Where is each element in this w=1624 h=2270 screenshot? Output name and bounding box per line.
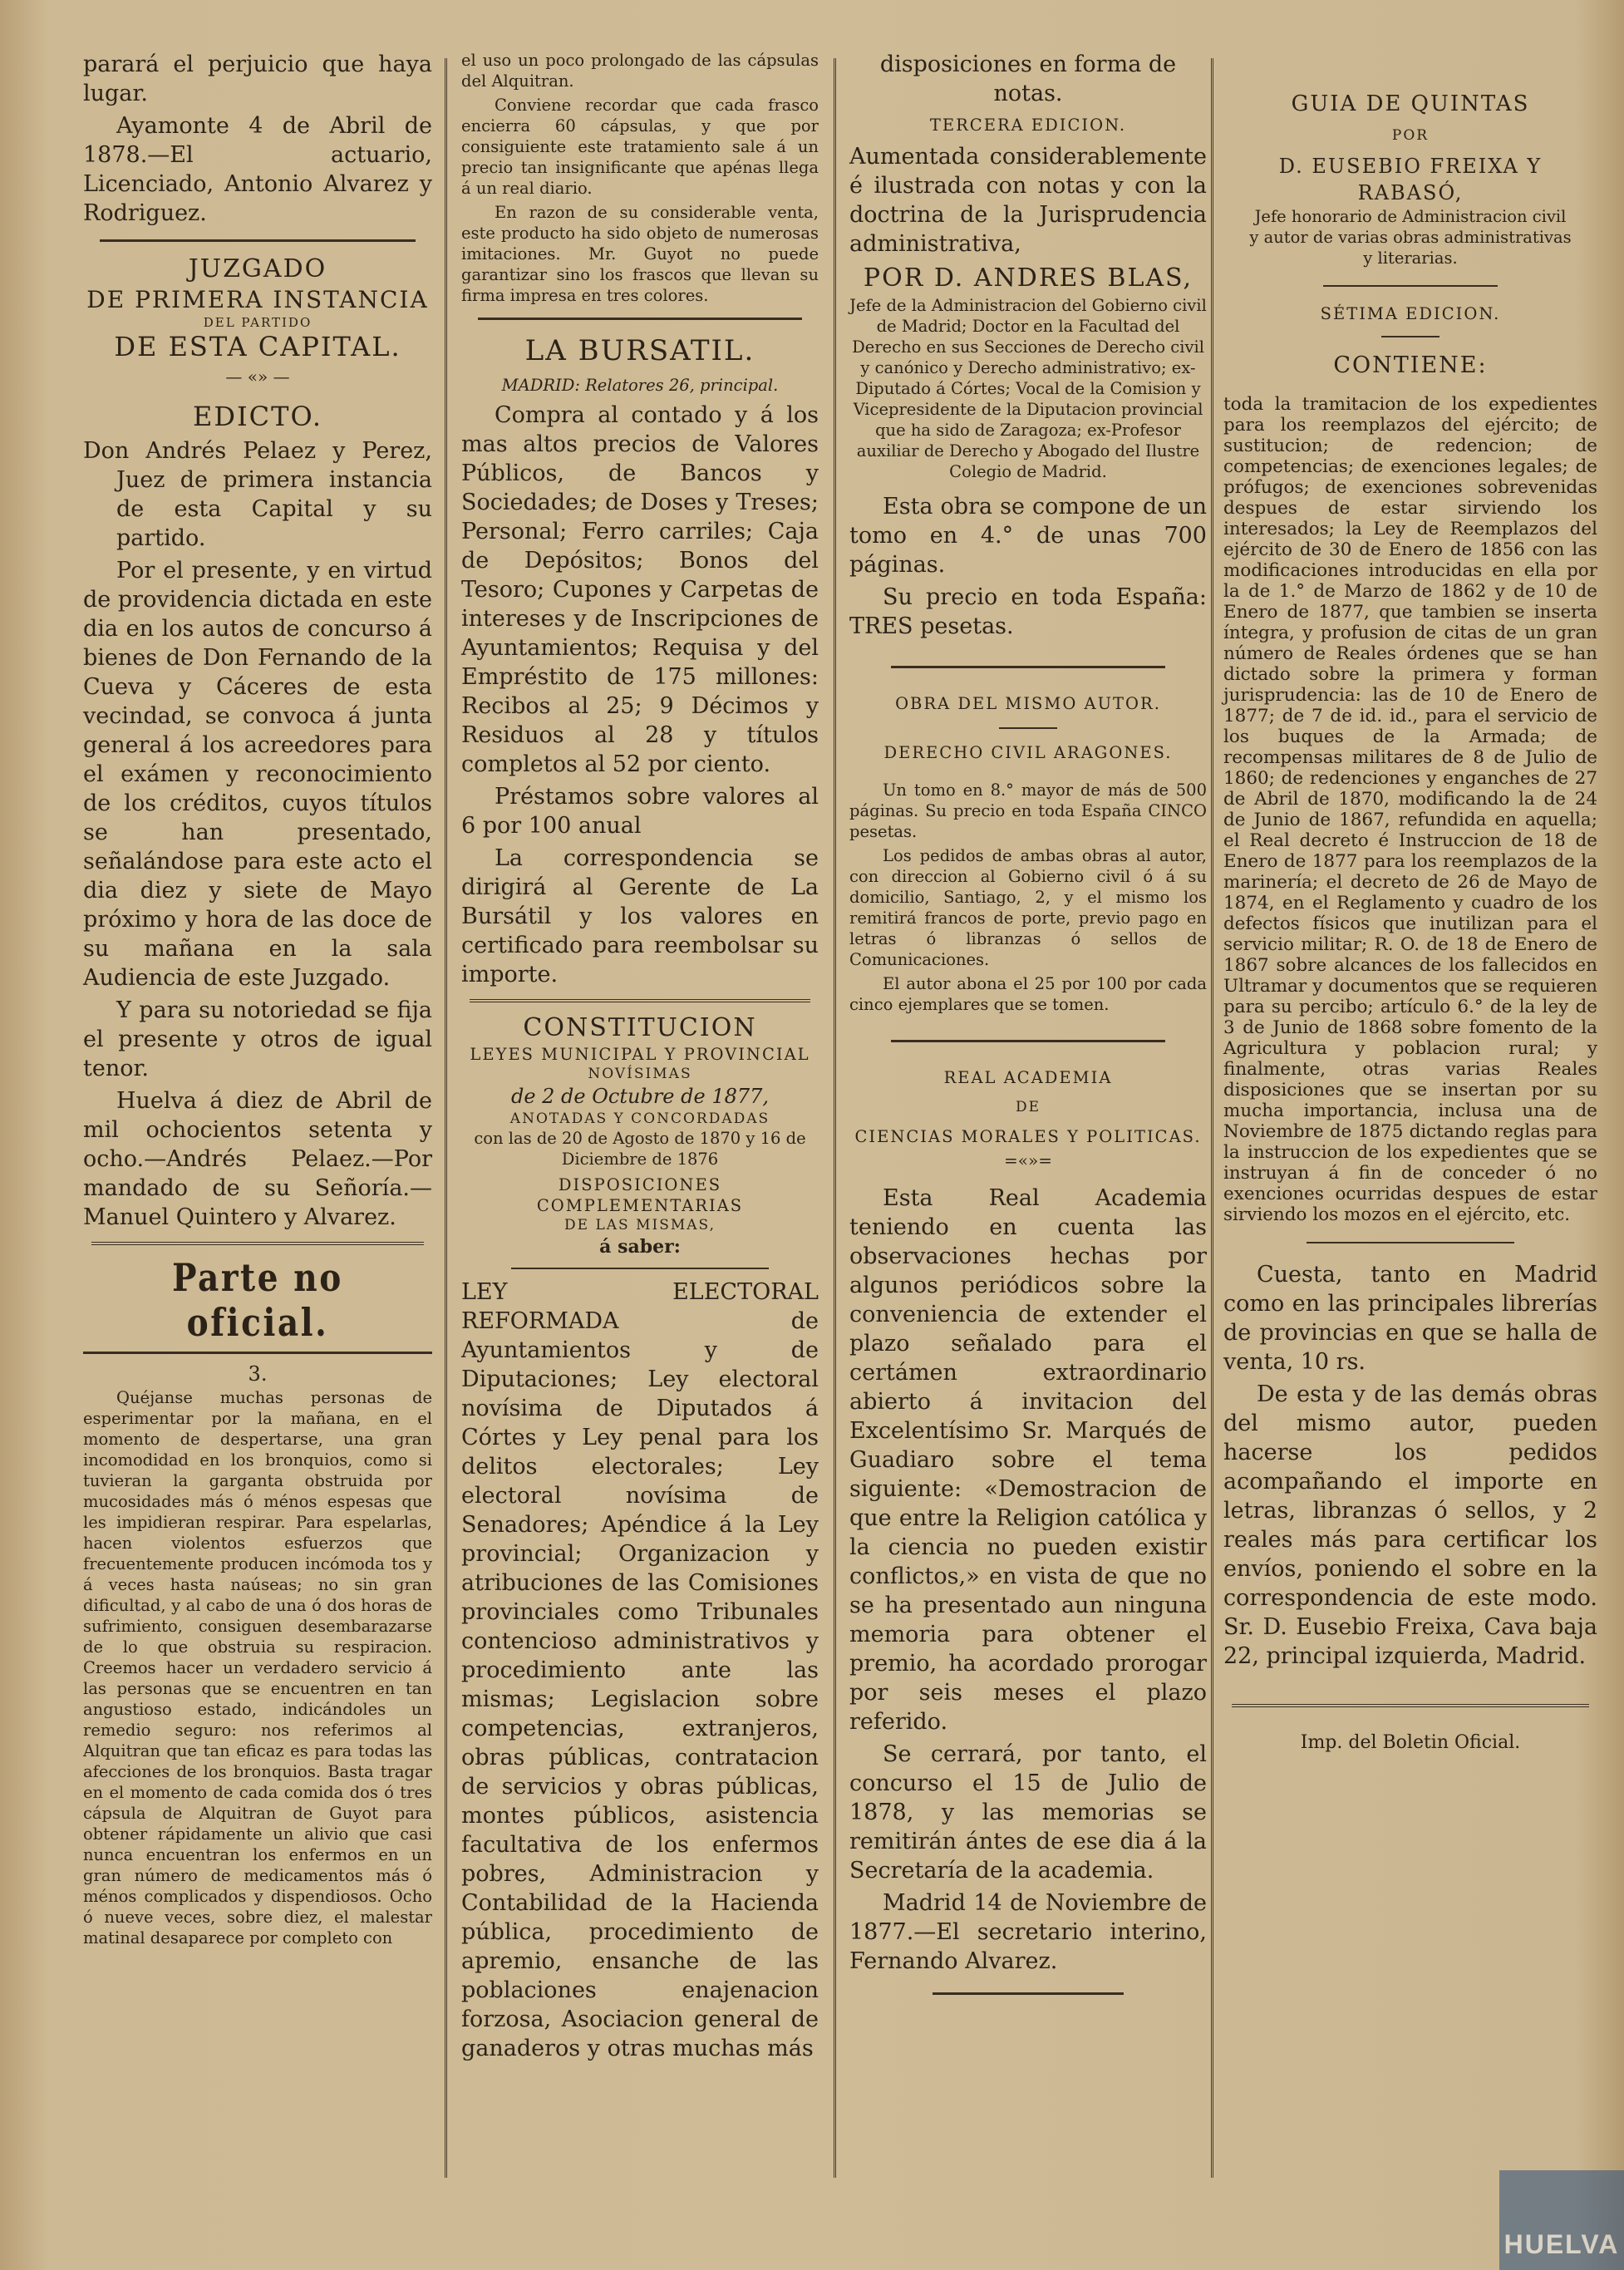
const-line: con las de 20 de Agosto de 1870 y 16 de Diciembre de 1876: [474, 1129, 806, 1169]
book-description: Aumentada considerablemente é ilustrada con notas y con la doctrina de la Jurisprudencia administrativa,: [849, 144, 1207, 257]
printer-imprint: Imp. del Boletin Oficial.: [1300, 1732, 1521, 1753]
article-text: Quéjanse muchas personas de esperimentar por la mañana, en el momento de despertarse, una gran incomodidad en los bronquios, como si tuvieran la garganta obstruida por mucosidades más ó ménos espesas que les impidieran respirar. Para espelarlas, hacen violentos esfuerzos que frecuentemente producen incómoda tos y á veces hasta naúseas; no sin gran dificultad, y al cabo de una ó dos horas de sufrimiento, consiguen desembarazarse de lo que obstruia su respiracion. Creemos hacer un verdadero servicio á las personas que se encuentren en tan angustioso estado, indicándoles un remedio seguro: nos referimos al Alquitran que tan eficaz es para todas las afecciones de los bronquios. Basta tragar en el momento de cada comida dos ó tres cápsula de Alquitran de Guyot para obtener rápidamente un alivio que casi nunca encuentran los enfermos en un gran número de medicamentos más ó ménos complicados y dispendiosos. Ocho ó nueve veces, sobre diez, el malestar matinal desaparece por completo con: [83, 1388, 432, 1947]
const-line: ANOTADAS Y CONCORDADAS: [509, 1110, 770, 1127]
academy-paragraph: Se cerrará, por tanto, el concurso el 15 de Julio de 1878, y las memorias se remitirán ántes de ese dia á la Secretaría de la academia.: [849, 1741, 1207, 1883]
continued-text: Ayamonte 4 de Abril de 1878.—El actuario, Licenciado, Antonio Alvarez y Rodriguez.: [83, 113, 432, 226]
article-paragraph: Conviene recordar que cada frasco encierra 60 cápsulas, y que por consiguiente este tratamiento sale á un precio tan insignificante que apénas llega á un real diario.: [461, 96, 819, 198]
contiene-heading: CONTIENE:: [1333, 352, 1488, 378]
column-1: [83, 50, 432, 1952]
guia-author: D. EUSEBIO FREIXA Y RABASÓ,: [1278, 155, 1543, 204]
orders-paragraph: De esta y de las demás obras del mismo autor, pueden hacerse los pedidos acompañando el importe en letras, libranzas ó sellos, y 2 reales más para certificar los envíos, poniendo el sobre en la correspondencia de este modo. Sr. D. Eusebio Freixa, Cava baja 22, principal izquierda, Madrid.: [1223, 1381, 1597, 1669]
guia-bio: Jefe honorario de Administracion civil y autor de varias obras administrativas y literarias.: [1249, 207, 1572, 268]
contents-text: toda la tramitacion de los expedientes para los reemplazos del ejército; de sustitucion; de redencion; de competencias; de exenciones legales; de prófugos; de exenciones sobrevenidas despues de estar sirviendo los interesados; la Ley de Reemplazos del ejército de 30 de Enero de 1856 con las modificaciones introducidas en ella por la de 1.° de Marzo de 1862 y de 10 de Enero de 1877, que tambien se inserta íntegra, y profusion de citas de un gran número de Reales órdenes que se han dictado sobre la primera y forman jurisprudencia: las de 10 de Enero de 1877; de 7 de id. id., para el servicio de los buques de la Armada; de recompensas militares de 8 de Julio de 1860; de redenciones y enganches de 27 de Abril de 1870, modificando la de 24 de Junio de 1867, refundida en aquella; el Real decreto é Instruccion de 18 de Enero de 1877 para los reemplazos de la marinería; el decreto de 26 de Mayo de 1874, en el Reglamento y cuadro de los defectos físicos que inutilizan para el servicio militar; R. O. de 18 de Enero de 1867 sobre alcances de los fallecidos en Ultramar y documentos que se requieren para su percibo; artículo 6.° de la ley de 3 de Junio de 1868 sobre fomento de la Agricultura y poblacion rural; y finalmente, otras varias Reales disposiciones que se insertan por su mucha importancia, inclusa una de Noviembre de 1875 dictando reglas para la instruccion de los expedientes que se instruyan á fin de conceder ó no exenciones ocurridas despues de estar sirviendo los mozos en el ejército, etc.: [1223, 394, 1597, 1225]
obra-subtitle: DERECHO CIVIL ARAGONES.: [883, 743, 1173, 762]
book-author: POR D. ANDRES BLAS,: [863, 263, 1193, 293]
book-paragraph: Su precio en toda España: TRES pesetas.: [849, 584, 1207, 639]
const-title: CONSTITUCION: [523, 1013, 757, 1042]
archive-stamp: [1499, 2170, 1624, 2270]
article-number: 3.: [248, 1362, 268, 1386]
watermark-text: HUELVA: [1503, 2229, 1620, 2259]
const-line: DISPOSICIONES COMPLEMENTARIAS: [536, 1175, 744, 1215]
edict-title: EDICTO.: [192, 401, 322, 432]
bursatil-paragraph: Compra al contado y á los mas altos precios de Valores Públicos, de Bancos y Sociedades; de Doses y Treses; Personal; Ferro carriles; Caja de Depósitos; Bonos del Tesoro; Cupones y Carpetas de intereses y de Inscripciones de Ayuntamientos; Requisa y del Empréstito de 175 millones: Recibos al 25; 9 Décimos y Residuos al 28 y títulos completos al 52 por ciento.: [461, 402, 819, 777]
bursatil-paragraph: Préstamos sobre valores al 6 por 100 anual: [461, 784, 819, 839]
academy-paragraph: Esta Real Academia teniendo en cuenta las observaciones hechas por algunos periódicos sobre la conveniencia de extender el plazo señalado para el certámen extraordinario abierto á invitacion del Excelentísimo Sr. Marqués de Guadiaro sobre el tema siguiente: «Demostracion de que entre la Religion católica y la ciencia no pueden existir conflictos,» en vista de que no se ha presentado aun ninguna memoria para obtener el premio, ha acordado prorogar por seis meses el plazo referido.: [849, 1185, 1207, 1735]
guia-title: GUIA DE QUINTAS: [1291, 91, 1530, 116]
academy-line: DE: [1015, 1099, 1041, 1115]
continued-text: parará el perjuicio que haya lugar.: [83, 52, 432, 106]
edict-paragraph: Huelva á diez de Abril de mil ochocientos setenta y ocho.—Andrés Pelaez.—Por mandado de su Señoría.—Manuel Quintero y Alvarez.: [83, 1088, 432, 1230]
edict-intro: Don Andrés Pelaez y Perez, Juez de primera instancia de esta Capital y su partido.: [83, 438, 432, 551]
academy-paragraph: Madrid 14 de Noviembre de 1877.—El secretario interino, Fernando Alvarez.: [849, 1890, 1207, 1974]
article-continued: el uso un poco prolongado de las cápsulas del Alquitran.: [461, 51, 819, 91]
court-line: DE PRIMERA INSTANCIA: [86, 286, 429, 313]
column-3: [849, 50, 1207, 2011]
academy-line: CIENCIAS MORALES Y POLITICAS.: [854, 1127, 1202, 1146]
const-line: NOVÍSIMAS: [588, 1066, 692, 1082]
author-bio: Jefe de la Administracion del Gobierno civil de Madrid; Doctor en la Facultad del Derecho en sus Secciones de Derecho civil y canónico y Derecho administrativo; ex-Diputado á Córtes; Vocal de la Comision y Vicepresidente de la Diputacion provincial que ha sido de Zaragoza; ex-Profesor auxiliar de Derecho y Abogado del Ilustre Colegio de Madrid.: [849, 296, 1207, 481]
continued-text: disposiciones en forma de notas.: [879, 52, 1177, 106]
bursatil-title: LA BURSATIL.: [524, 334, 755, 367]
bursatil-paragraph: La correspondencia se dirigirá al Gerente de La Bursátil y los valores en certificado para reembolsar su importe.: [461, 845, 819, 987]
ornament: — «» —: [225, 367, 290, 387]
edict-paragraph: Y para su notoriedad se fija el presente y otros de igual tenor.: [83, 997, 432, 1081]
court-title: JUZGADO: [188, 254, 327, 283]
edition: SÉTIMA EDICION.: [1320, 304, 1501, 323]
ornament: =«»=: [1004, 1150, 1052, 1170]
guia-por: POR: [1391, 127, 1430, 144]
article-paragraph: En razon de su considerable venta, este producto ha sido objeto de numerosas imitaciones. Mr. Guyot no puede garantizar sino los frascos que llevan su firma impresa en tres colores.: [461, 203, 819, 305]
const-body: LEY ELECTORAL REFORMADA de Ayuntamientos y de Diputaciones; Ley electoral novísima de Diputados á Córtes y Ley penal para los delitos electorales; Ley electoral novísima de Senadores; Apéndice á la Ley provincial; Organizacion y atribuciones de las Comisiones provinciales como Tribunales contencioso administrativos y procedimiento ante las mismas; Legislacion sobre competencias, extranjeros, obras públicas, contratacion de servicios y obras públicas, montes públicos, asistencia facultativa de los enfermos pobres, Administracion y Contabilidad de la Hacienda pública, procedimiento de apremio, ensanche de las poblaciones enajenacion forzosa, Asociacion general de ganaderos y otras muchas más: [461, 1279, 819, 2061]
const-line: LEYES MUNICIPAL Y PROVINCIAL: [470, 1045, 810, 1064]
obra-title: OBRA DEL MISMO AUTOR.: [895, 694, 1161, 713]
const-line: DE LAS MISMAS,: [564, 1217, 716, 1233]
obra-paragraph: Un tomo en 8.° mayor de más de 500 páginas. Su precio en toda España CINCO pesetas.: [849, 780, 1207, 841]
court-line: DE ESTA CAPITAL.: [114, 331, 401, 362]
book-paragraph: Esta obra se compone de un tomo en 4.° de unas 700 páginas.: [849, 494, 1207, 578]
const-line: á saber:: [599, 1236, 681, 1258]
section-title: Parte no oficial.: [172, 1255, 343, 1345]
edition: TERCERA EDICION.: [929, 116, 1127, 135]
academy-title: REAL ACADEMIA: [943, 1068, 1113, 1087]
obra-paragraph: Los pedidos de ambas obras al autor, con direccion al Gobierno civil ó á su domicilio, Santiago, 2, y el mismo los remitirá francos de porte, previo pago en letras ó libranzas ó sellos de Comunicaciones.: [849, 846, 1207, 969]
const-line: de 2 de Octubre de 1877,: [510, 1085, 770, 1108]
price-paragraph: Cuesta, tanto en Madrid como en las principales librerías de provincias en que se halla de venta, 10 rs.: [1223, 1262, 1597, 1375]
column-2: [461, 50, 819, 2066]
bursatil-address: MADRID: Relatores 26, principal.: [501, 376, 779, 395]
obra-paragraph: El autor abona el 25 por 100 por cada cinco ejemplares que se tomen.: [849, 974, 1207, 1014]
edict-paragraph: Por el presente, y en virtud de providencia dictada en este dia en los autos de concurso á bienes de Don Fernando de la Cueva y Cáceres de esta vecindad, se convoca á junta general á los acreedores para el exámen y reconocimiento de los créditos, cuyos títulos se han presentado, señalándose para este acto el dia diez y siete de Mayo próximo y hora de las doce de su mañana en la sala Audiencia de este Juzgado.: [83, 558, 432, 991]
court-line: DEL PARTIDO: [203, 315, 312, 330]
column-4: [1223, 50, 1597, 1753]
